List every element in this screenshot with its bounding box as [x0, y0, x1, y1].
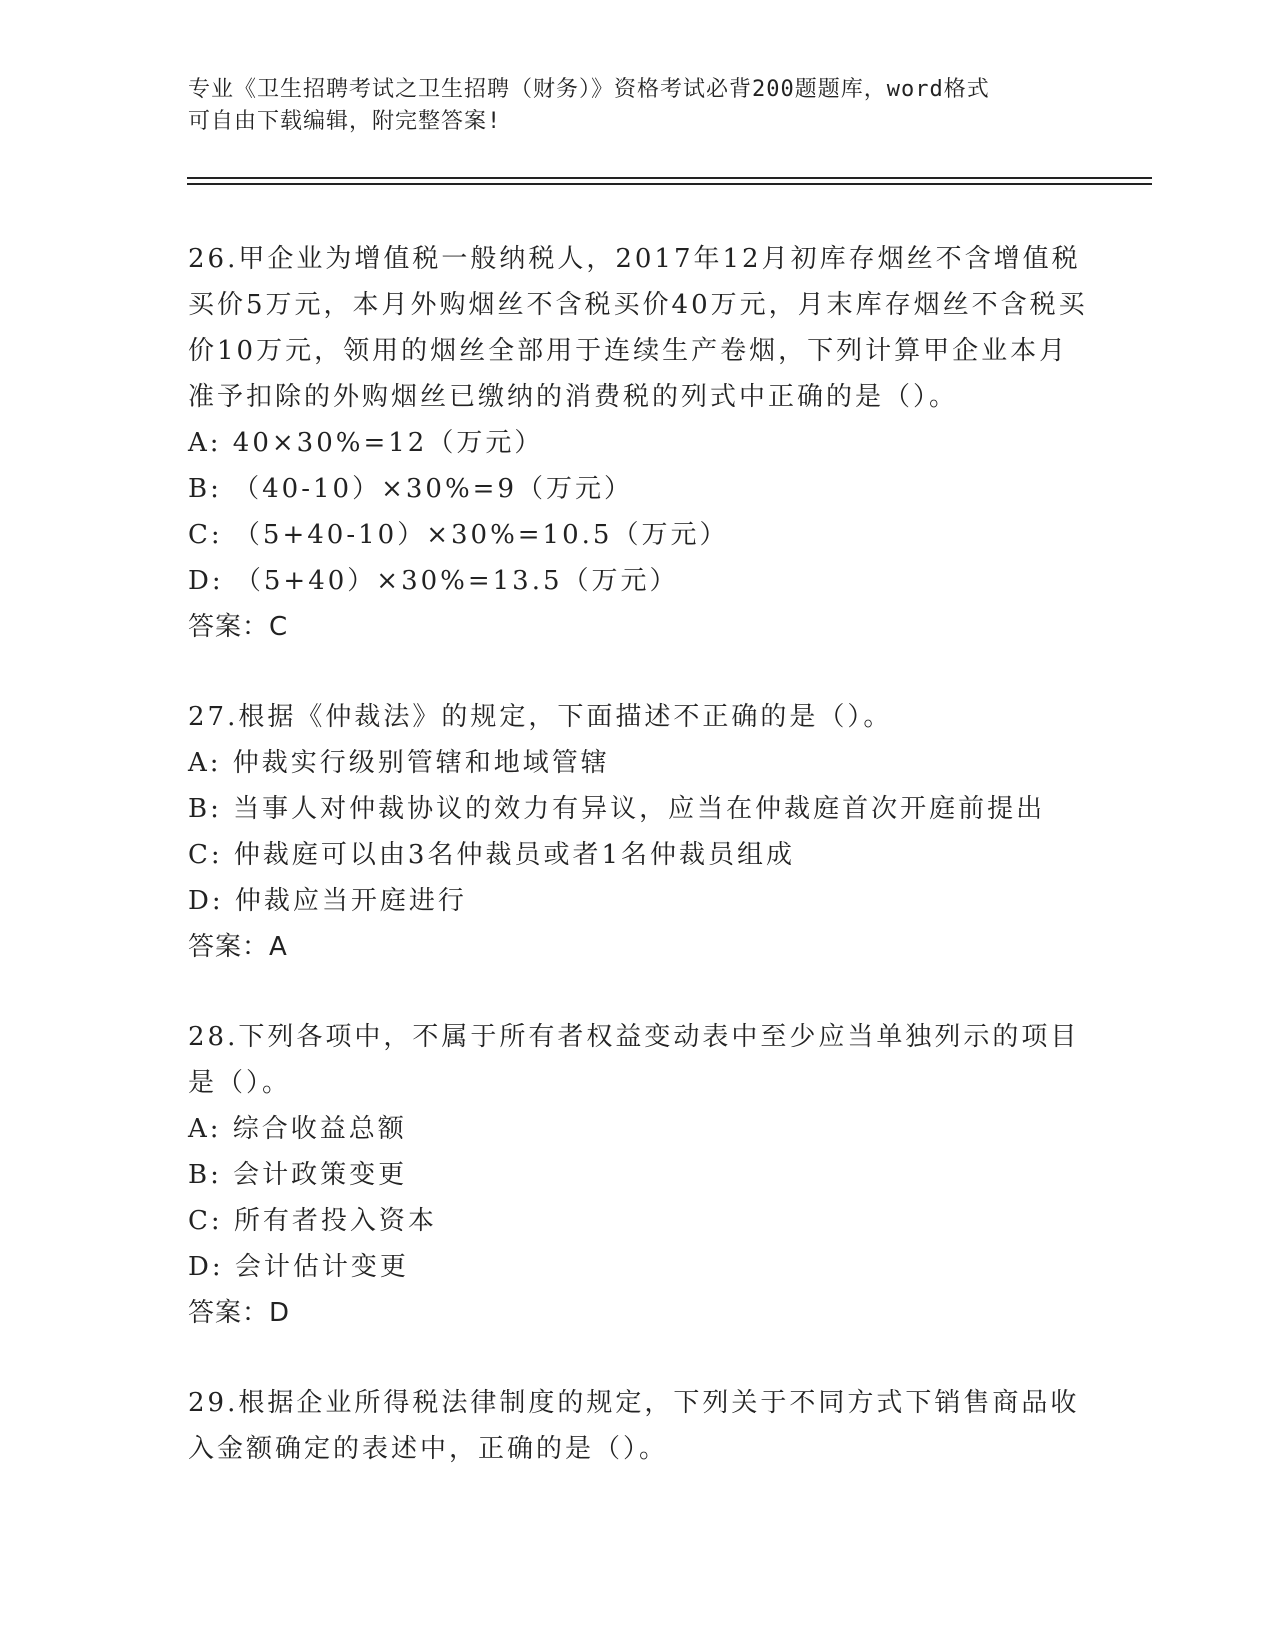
option-b: B: 当事人对仲裁协议的效力有异议，应当在仲裁庭首次开庭前提出 [188, 794, 1046, 824]
option-c: C: （5+40-10）×30%=10.5（万元） [188, 520, 729, 550]
option-a: A: 综合收益总额 [188, 1114, 407, 1144]
option-a: A: 40×30%=12（万元） [188, 428, 544, 458]
question-26 [188, 236, 1088, 650]
question-29 [188, 1380, 1088, 1472]
option-b: B: 会计政策变更 [188, 1160, 408, 1190]
question-stem: 26.甲企业为增值税一般纳税人，2017年12月初库存烟丝不含增值税买价5万元，本月外购烟丝不含税买价40万元，月末库存烟丝不含税买价10万元，领用的烟丝全部用于连续生产卷烟，下列计算甲企业本月准予扣除的外购烟丝已缴纳的消费税的列式中正确的是（）。 [188, 244, 1088, 412]
question-stem: 27.根据《仲裁法》的规定，下面描述不正确的是（）。 [188, 702, 893, 732]
header-divider-top [187, 177, 1152, 179]
question-stem: 28.下列各项中，不属于所有者权益变动表中至少应当单独列示的项目是（）。 [188, 1022, 1080, 1098]
question-list [188, 236, 1088, 1516]
header-line-1: 专业《卫生招聘考试之卫生招聘（财务）》资格考试必背200题题库，word格式 [188, 77, 990, 102]
document-header [188, 74, 1068, 138]
answer-line: 答案：A [188, 932, 288, 962]
option-d: D: 仲裁应当开庭进行 [188, 886, 467, 916]
question-28 [188, 1014, 1088, 1336]
option-b: B: （40-10）×30%=9（万元） [188, 474, 633, 504]
header-line-2: 可自由下载编辑，附完整答案! [188, 109, 502, 134]
answer-line: 答案：D [188, 1298, 291, 1328]
question-27 [188, 694, 1088, 970]
option-c: C: 仲裁庭可以由3名仲裁员或者1名仲裁员组成 [188, 840, 796, 870]
option-c: C: 所有者投入资本 [188, 1206, 437, 1236]
header-divider-bottom [187, 183, 1152, 185]
answer-line: 答案：C [188, 612, 289, 642]
option-a: A: 仲裁实行级别管辖和地域管辖 [188, 748, 610, 778]
option-d: D: （5+40）×30%=13.5（万元） [188, 566, 679, 596]
option-d: D: 会计估计变更 [188, 1252, 409, 1282]
question-stem: 29.根据企业所得税法律制度的规定，下列关于不同方式下销售商品收入金额确定的表述中，正确的是（）。 [188, 1388, 1080, 1464]
